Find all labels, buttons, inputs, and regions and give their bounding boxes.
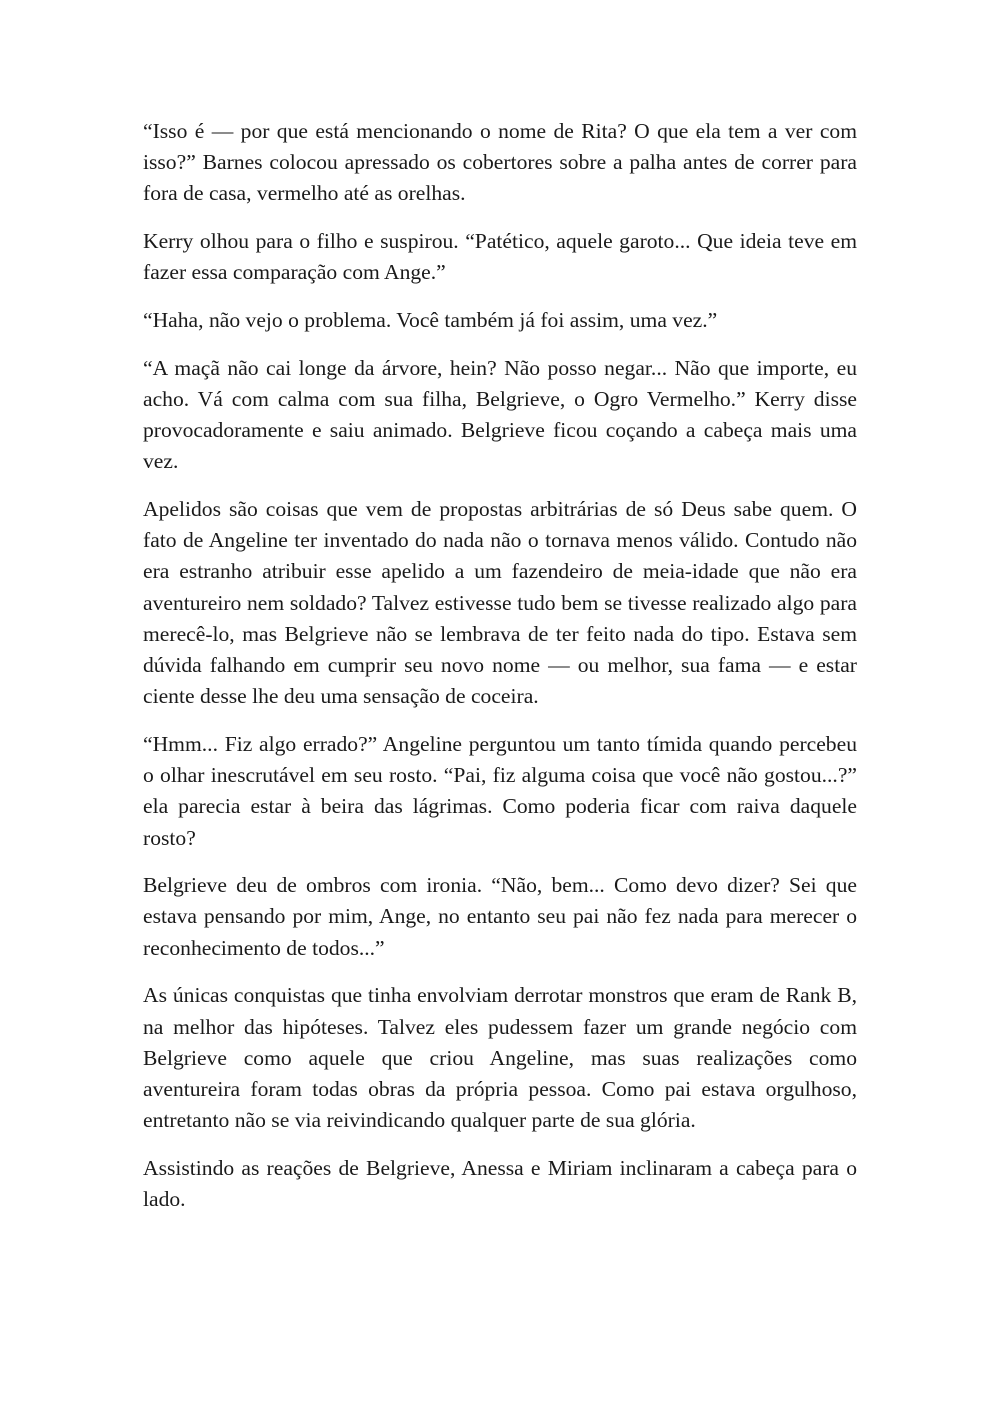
paragraph-7: Belgrieve deu de ombros com ironia. “Não, bem... Como devo dizer? Sei que estava pensando por mim, Ange, no entanto seu pai não fez nada para merecer o reconhecimento de todos...” [143, 873, 857, 960]
paragraph-9: Assistindo as reações de Belgrieve, Anessa e Miriam inclinaram a cabeça para o lado. [143, 1155, 857, 1212]
paragraph-2: Kerry olhou para o filho e suspirou. “Patético, aquele garoto... Que ideia teve em fazer essa comparação com Ange.” [143, 229, 857, 285]
paragraph-8: As únicas conquistas que tinha envolviam derrotar monstros que eram de Rank B, na melhor das hipóteses. Talvez eles pudessem fazer um grande negócio com Belgrieve como aquele que criou Angeline, mas suas realizações como aventureira foram todas obras da própria pessoa. Como pai estava orgulhoso, entretanto não se via reivindicando qualquer parte de sua glória. [143, 983, 857, 1133]
paragraph-1: “Isso é — por que está mencionando o nome de Rita? O que ela tem a ver com isso?” Barnes colocou apressado os cobertores sobre a palha antes de correr para fora de casa, vermelho até as orelhas. [143, 119, 857, 206]
paragraph-4: “A maçã não cai longe da árvore, hein? Não posso negar... Não que importe, eu acho. Vá com calma com sua filha, Belgrieve, o Ogro Vermelho.” Kerry disse provocadoramente e saiu animado. Belgrieve ficou coçando a cabeça mais uma vez. [143, 355, 857, 474]
paragraph-6: “Hmm... Fiz algo errado?” Angeline perguntou um tanto tímida quando percebeu o olhar inescrutável em seu rosto. “Pai, fiz alguma coisa que você não gostou...?” ela parecia estar à beira das lágrimas. Como poderia ficar com raiva daquele rosto? [143, 731, 857, 850]
paragraph-3: “Haha, não vejo o problema. Você também já foi assim, uma vez.” [143, 308, 718, 333]
paragraph-5: Apelidos são coisas que vem de propostas arbitrárias de só Deus sabe quem. O fato de Angeline ter inventado do nada não o tornava menos válido. Contudo não era estranho atribuir esse apelido a um fazendeiro de meia-idade que não era aventureiro nem soldado? Talvez estivesse tudo bem se tivesse realizado algo para merecê-lo, mas Belgrieve não se lembrava de ter feito nada do tipo. Estava sem dúvida falhando em cumprir seu novo nome — ou melhor, sua fama — e estar ciente desse lhe deu uma sensação de coceira. [143, 497, 857, 709]
document-page [143, 116, 857, 1232]
